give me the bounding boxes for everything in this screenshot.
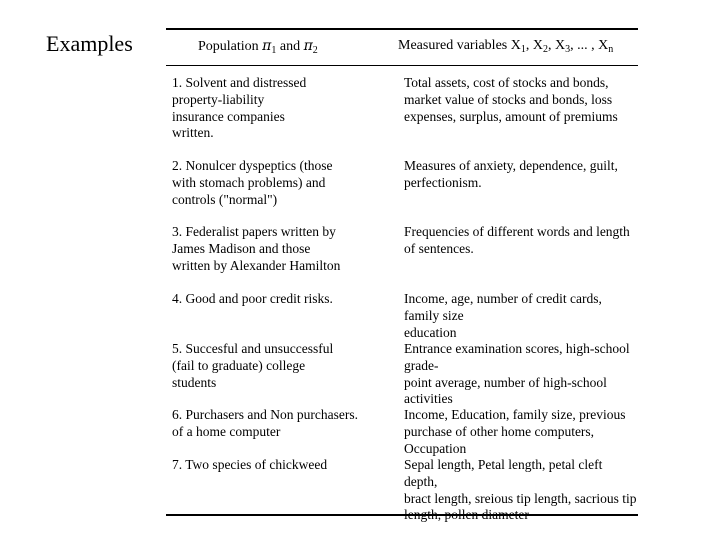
variables-cell: Frequencies of different words and length of sentences. bbox=[404, 224, 630, 256]
population-cell: 4. Good and poor credit risks. bbox=[172, 291, 333, 306]
population-cell: 6. Purchasers and Non purchasers. of a home computer bbox=[172, 407, 358, 439]
variables-cell: Sepal length, Petal length, petal cleft depth, bract length, sreious tip length, sacrious tip bbox=[404, 457, 637, 506]
slide-title: Examples bbox=[46, 31, 133, 56]
variables-cell: Income, Education, family size, previous purchase of other home computers, Occupation bbox=[404, 407, 626, 456]
examples-table bbox=[166, 28, 638, 516]
table-header-rule bbox=[166, 65, 638, 66]
population-cell: 1. Solvent and distressed property-liability insurance companies written. bbox=[172, 75, 307, 141]
table-top-rule bbox=[166, 28, 638, 30]
variables-cell: Total assets, cost of stocks and bonds, market value of stocks and bonds, loss expenses, surplus, amount of premiums bbox=[404, 75, 618, 124]
population-cell: 3. Federalist papers written by James Madison and those written by Alexander Hamilton bbox=[172, 224, 341, 273]
population-cell: 7. Two species of chickweed bbox=[172, 457, 328, 472]
population-cell: 2. Nonulcer dyspeptics (those with stomach problems) and controls ("normal") bbox=[172, 158, 333, 207]
table-bottom-rule bbox=[166, 514, 638, 516]
header-population: Population $\pi_1$ and $\pi_2$ bbox=[198, 38, 318, 56]
variables-cell: Income, age, number of credit cards, family size education bbox=[404, 291, 602, 340]
population-cell: 5. Succesful and unsuccessful (fail to graduate) college students bbox=[172, 341, 334, 390]
variables-cell: Measures of anxiety, dependence, guilt, perfectionism. bbox=[404, 158, 618, 190]
header-measured-variables: Measured variables $X_1$, $X_2$, $X_3$, ... , $X_n$ bbox=[398, 38, 614, 55]
variables-cell: Entrance examination scores, high-school grade- point average, number of high-school activities bbox=[404, 341, 630, 407]
